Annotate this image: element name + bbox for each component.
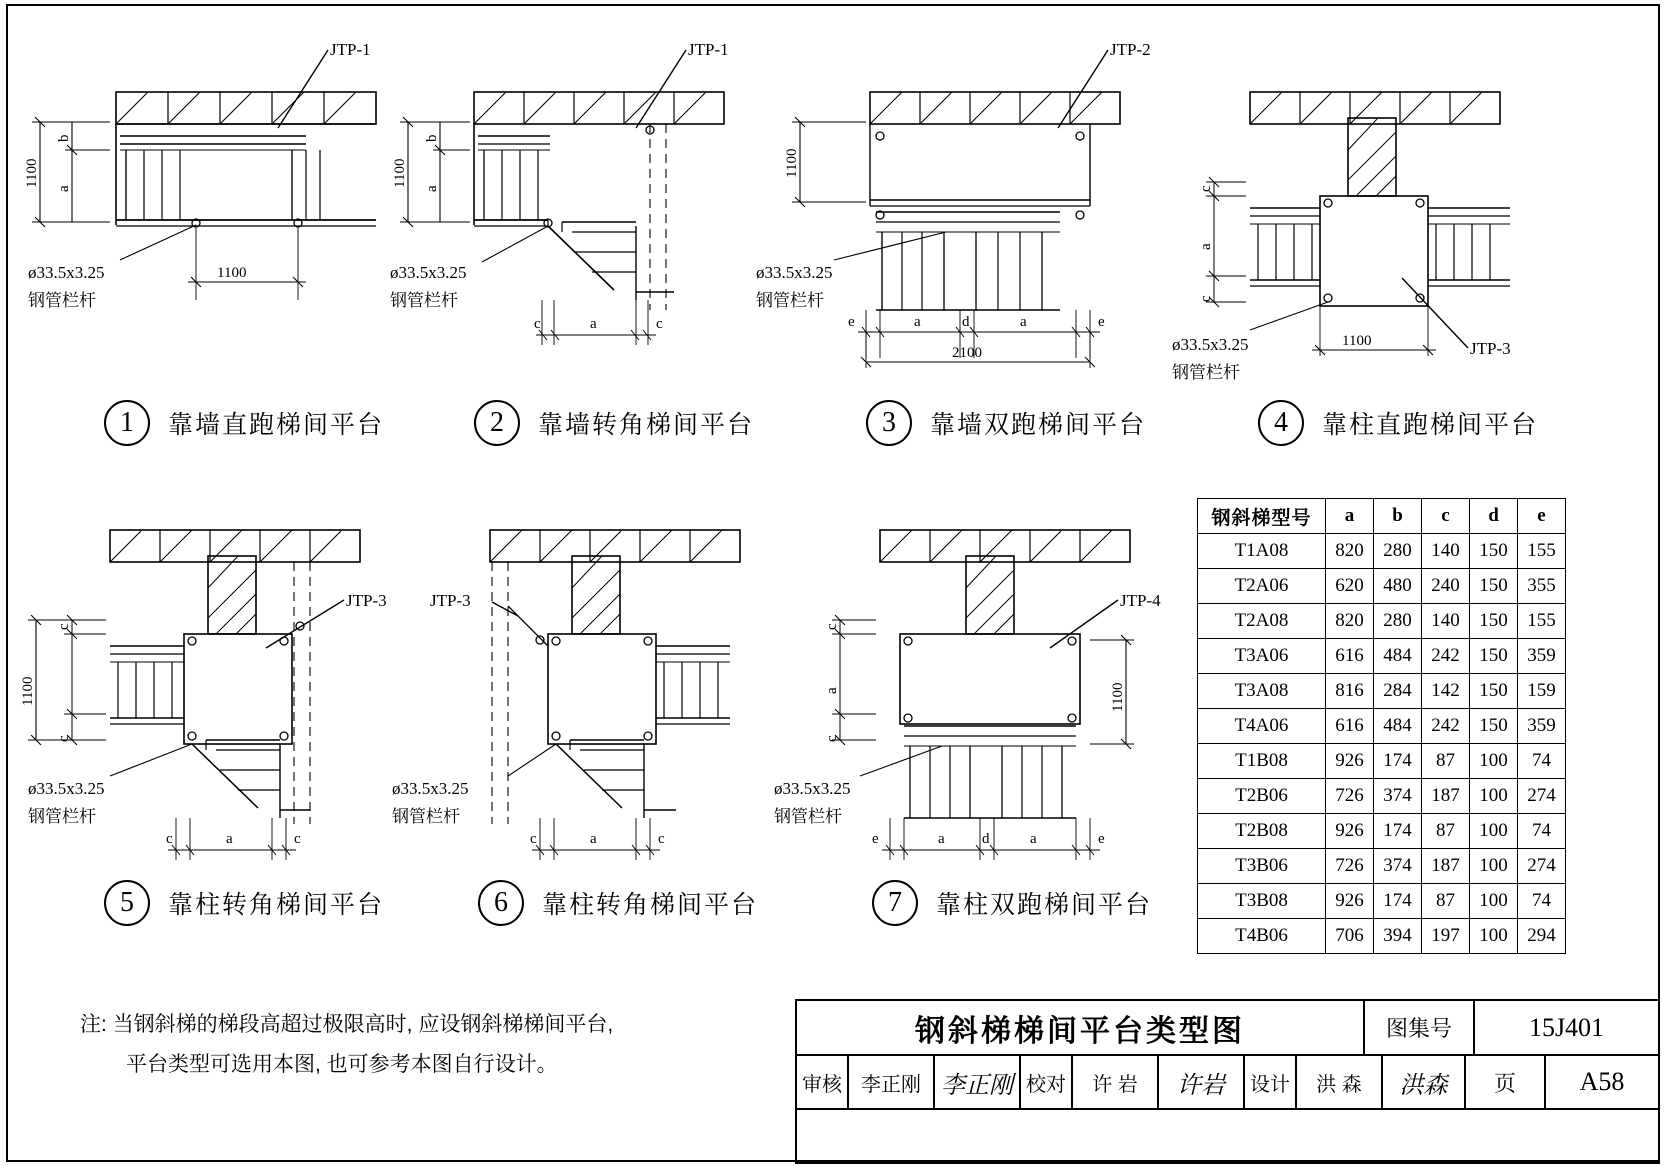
figure-7-mark-c1: c bbox=[824, 623, 840, 630]
cell-model: T2B06 bbox=[1198, 779, 1326, 814]
figure-1-mark-a: a bbox=[56, 185, 72, 192]
figure-1 bbox=[10, 10, 440, 400]
cell-b: 484 bbox=[1374, 639, 1422, 674]
figure-4-railing-label: 钢管栏杆 bbox=[1172, 363, 1240, 382]
title-block bbox=[795, 999, 1660, 1164]
figure-4-mark-a: a bbox=[1198, 243, 1214, 250]
figure-7 bbox=[774, 498, 1210, 888]
figure-4-mark-c2: c bbox=[1198, 295, 1214, 302]
cell-model: T1A08 bbox=[1198, 534, 1326, 569]
figure-3-mark-a2: a bbox=[1020, 314, 1027, 330]
atlas-number-label: 图集号 bbox=[1365, 1001, 1475, 1054]
figure-4-mark-c1: c bbox=[1198, 185, 1214, 192]
figure-1-railing-label: 钢管栏杆 bbox=[28, 291, 96, 310]
atlas-number-value: 15J401 bbox=[1528, 1012, 1605, 1042]
page-label: 页 bbox=[1466, 1056, 1546, 1108]
design-signature: 洪森 bbox=[1383, 1056, 1466, 1108]
table-header-a: a bbox=[1326, 499, 1374, 534]
cell-d: 150 bbox=[1470, 604, 1518, 639]
figure-4-title: 靠柱直跑梯间平台 bbox=[1322, 411, 1539, 439]
note-text-2: 平台类型可选用本图, 也可参考本图自行设计。 bbox=[126, 1053, 558, 1076]
figure-7-railing-spec: ø33.5x3.25 bbox=[774, 779, 851, 798]
table-header-e: e bbox=[1518, 499, 1566, 534]
cell-e: 274 bbox=[1518, 849, 1566, 884]
figure-5-mark-c4: c bbox=[294, 831, 301, 847]
title-block-row-1 bbox=[797, 1001, 1658, 1056]
figure-7-mark-e2: e bbox=[1098, 831, 1105, 847]
cell-c: 242 bbox=[1422, 639, 1470, 674]
figure-2-title: 靠墙转角梯间平台 bbox=[538, 411, 755, 439]
cell-model: T1B08 bbox=[1198, 744, 1326, 779]
figure-5-mark-c1: c bbox=[56, 623, 72, 630]
cell-a: 620 bbox=[1326, 569, 1374, 604]
figure-1-caption-row bbox=[104, 400, 384, 446]
cell-c: 187 bbox=[1422, 849, 1470, 884]
figure-2-number: 2 bbox=[474, 400, 520, 446]
table-row bbox=[1198, 639, 1566, 674]
cell-c: 197 bbox=[1422, 919, 1470, 954]
figure-6-mark-c2: c bbox=[658, 831, 665, 847]
figure-2-railing-label: 钢管栏杆 bbox=[390, 291, 458, 310]
cell-e: 74 bbox=[1518, 814, 1566, 849]
figure-2-mark-c2: c bbox=[656, 316, 663, 332]
figure-4 bbox=[1172, 10, 1650, 400]
cell-a: 926 bbox=[1326, 814, 1374, 849]
table-row bbox=[1198, 884, 1566, 919]
note-block bbox=[80, 1005, 780, 1085]
cell-b: 280 bbox=[1374, 534, 1422, 569]
cell-b: 174 bbox=[1374, 814, 1422, 849]
cell-a: 926 bbox=[1326, 884, 1374, 919]
cell-b: 484 bbox=[1374, 709, 1422, 744]
cell-model: T3B06 bbox=[1198, 849, 1326, 884]
note-label: 注: bbox=[80, 1013, 107, 1036]
cell-model: T4B06 bbox=[1198, 919, 1326, 954]
figure-1-number: 1 bbox=[104, 400, 150, 446]
table-header-model: 钢斜梯型号 bbox=[1198, 499, 1326, 534]
cell-a: 726 bbox=[1326, 779, 1374, 814]
table-header-row bbox=[1198, 499, 1566, 534]
figure-4-width-dim: 1100 bbox=[1342, 333, 1372, 349]
figure-5-railing-spec: ø33.5x3.25 bbox=[28, 779, 105, 798]
cell-d: 150 bbox=[1470, 569, 1518, 604]
note-line-1 bbox=[80, 1005, 780, 1045]
figure-5-caption-row bbox=[104, 880, 384, 926]
check-name: 许 岩 bbox=[1073, 1056, 1159, 1108]
cell-d: 100 bbox=[1470, 919, 1518, 954]
cell-b: 374 bbox=[1374, 779, 1422, 814]
figure-4-caption-row bbox=[1258, 400, 1538, 446]
figure-6-callout: JTP-3 bbox=[430, 591, 471, 610]
table-row bbox=[1198, 674, 1566, 709]
figure-5-mark-c2: c bbox=[56, 735, 72, 742]
figure-6-railing-label: 钢管栏杆 bbox=[392, 807, 460, 826]
cell-a: 820 bbox=[1326, 534, 1374, 569]
figure-4-callout: JTP-3 bbox=[1470, 339, 1511, 358]
figure-6 bbox=[392, 498, 820, 888]
cell-a: 706 bbox=[1326, 919, 1374, 954]
figure-3-width-dim: 2100 bbox=[952, 345, 982, 361]
cell-d: 100 bbox=[1470, 814, 1518, 849]
figure-3 bbox=[756, 10, 1190, 400]
cell-c: 87 bbox=[1422, 744, 1470, 779]
cell-b: 174 bbox=[1374, 744, 1422, 779]
title-block-row-2 bbox=[797, 1056, 1658, 1110]
figure-5 bbox=[10, 498, 440, 888]
cell-c: 140 bbox=[1422, 604, 1470, 639]
table-header-d: d bbox=[1470, 499, 1518, 534]
figure-2-mark-c1: c bbox=[534, 316, 541, 332]
page-value: A58 bbox=[1579, 1067, 1625, 1096]
figure-2-mark-a: a bbox=[424, 185, 440, 192]
cell-model: T3A06 bbox=[1198, 639, 1326, 674]
figure-7-mark-c2: c bbox=[824, 735, 840, 742]
cell-a: 726 bbox=[1326, 849, 1374, 884]
figure-2-caption-row bbox=[474, 400, 754, 446]
cell-e: 159 bbox=[1518, 674, 1566, 709]
figure-3-height-dim: 1100 bbox=[784, 148, 800, 178]
figure-3-title: 靠墙双跑梯间平台 bbox=[930, 411, 1147, 439]
figure-2-mark-a2: a bbox=[590, 316, 597, 332]
figure-4-number: 4 bbox=[1258, 400, 1304, 446]
cell-b: 394 bbox=[1374, 919, 1422, 954]
cell-e: 155 bbox=[1518, 604, 1566, 639]
figure-6-caption-row bbox=[478, 880, 758, 926]
cell-c: 87 bbox=[1422, 814, 1470, 849]
cell-c: 242 bbox=[1422, 709, 1470, 744]
table-header-c: c bbox=[1422, 499, 1470, 534]
cell-b: 174 bbox=[1374, 884, 1422, 919]
figure-2 bbox=[378, 10, 798, 400]
table-header-b: b bbox=[1374, 499, 1422, 534]
figure-1-title: 靠墙直跑梯间平台 bbox=[168, 411, 385, 439]
figure-6-title: 靠柱转角梯间平台 bbox=[542, 891, 759, 919]
figure-5-mark-a: a bbox=[226, 831, 233, 847]
cell-e: 294 bbox=[1518, 919, 1566, 954]
figure-4-railing-spec: ø33.5x3.25 bbox=[1172, 335, 1249, 354]
note-text-1: 当钢斜梯的梯段高超过极限高时, 应设钢斜梯梯间平台, bbox=[112, 1013, 614, 1036]
figure-5-mark-c3: c bbox=[166, 831, 173, 847]
figure-6-number: 6 bbox=[478, 880, 524, 926]
figure-3-mark-e1: e bbox=[848, 314, 855, 330]
figure-3-caption-row bbox=[866, 400, 1146, 446]
cell-b: 480 bbox=[1374, 569, 1422, 604]
cell-c: 140 bbox=[1422, 534, 1470, 569]
table-row bbox=[1198, 744, 1566, 779]
cell-b: 280 bbox=[1374, 604, 1422, 639]
check-signature: 许岩 bbox=[1159, 1056, 1245, 1108]
cell-c: 187 bbox=[1422, 779, 1470, 814]
cell-model: T3B08 bbox=[1198, 884, 1326, 919]
cell-e: 74 bbox=[1518, 744, 1566, 779]
figure-5-callout: JTP-3 bbox=[346, 591, 387, 610]
check-label: 校对 bbox=[1021, 1056, 1073, 1108]
cell-a: 816 bbox=[1326, 674, 1374, 709]
figure-7-callout: JTP-4 bbox=[1120, 591, 1161, 610]
figure-7-number: 7 bbox=[872, 880, 918, 926]
table-row bbox=[1198, 919, 1566, 954]
table-row bbox=[1198, 604, 1566, 639]
figure-1-height-dim: 1100 bbox=[24, 158, 40, 188]
review-name: 李正刚 bbox=[849, 1056, 935, 1108]
cell-model: T2B08 bbox=[1198, 814, 1326, 849]
figure-7-height-dim: 1100 bbox=[1110, 682, 1126, 712]
cell-b: 374 bbox=[1374, 849, 1422, 884]
figure-7-mark-a: a bbox=[824, 687, 840, 694]
figure-5-railing-label: 钢管栏杆 bbox=[28, 807, 96, 826]
cell-d: 150 bbox=[1470, 674, 1518, 709]
figure-7-mark-d: d bbox=[982, 831, 990, 847]
figure-3-mark-d: d bbox=[962, 314, 970, 330]
figure-3-callout: JTP-2 bbox=[1110, 40, 1151, 59]
cell-e: 359 bbox=[1518, 639, 1566, 674]
cell-b: 284 bbox=[1374, 674, 1422, 709]
cell-c: 87 bbox=[1422, 884, 1470, 919]
figure-7-mark-e1: e bbox=[872, 831, 879, 847]
figure-1-mark-b: b bbox=[56, 134, 72, 142]
figure-3-railing-spec: ø33.5x3.25 bbox=[756, 263, 833, 282]
figure-3-mark-a1: a bbox=[914, 314, 921, 330]
cell-c: 142 bbox=[1422, 674, 1470, 709]
cell-d: 100 bbox=[1470, 744, 1518, 779]
design-name: 洪 森 bbox=[1297, 1056, 1383, 1108]
cell-d: 100 bbox=[1470, 884, 1518, 919]
spec-table-wrapper bbox=[1197, 498, 1566, 954]
cell-e: 74 bbox=[1518, 884, 1566, 919]
figure-7-railing-label: 钢管栏杆 bbox=[774, 807, 842, 826]
table-row bbox=[1198, 569, 1566, 604]
review-signature: 李正刚 bbox=[935, 1056, 1021, 1108]
figure-3-number: 3 bbox=[866, 400, 912, 446]
cell-d: 150 bbox=[1470, 534, 1518, 569]
figure-1-width-dim: 1100 bbox=[217, 265, 247, 281]
figure-2-height-dim: 1100 bbox=[392, 158, 408, 188]
table-row bbox=[1198, 709, 1566, 744]
table-row bbox=[1198, 779, 1566, 814]
cell-model: T2A08 bbox=[1198, 604, 1326, 639]
cell-a: 616 bbox=[1326, 639, 1374, 674]
cell-c: 240 bbox=[1422, 569, 1470, 604]
table-row bbox=[1198, 814, 1566, 849]
design-label: 设计 bbox=[1245, 1056, 1297, 1108]
cell-a: 820 bbox=[1326, 604, 1374, 639]
cell-model: T4A06 bbox=[1198, 709, 1326, 744]
figure-2-mark-b: b bbox=[424, 134, 440, 142]
cell-e: 274 bbox=[1518, 779, 1566, 814]
table-row bbox=[1198, 534, 1566, 569]
cell-d: 150 bbox=[1470, 639, 1518, 674]
cell-d: 150 bbox=[1470, 709, 1518, 744]
cell-model: T2A06 bbox=[1198, 569, 1326, 604]
cell-model: T3A08 bbox=[1198, 674, 1326, 709]
figure-5-number: 5 bbox=[104, 880, 150, 926]
figure-1-railing-spec: ø33.5x3.25 bbox=[28, 263, 105, 282]
cell-e: 359 bbox=[1518, 709, 1566, 744]
figure-7-mark-a1: a bbox=[938, 831, 945, 847]
figure-7-title: 靠柱双跑梯间平台 bbox=[936, 891, 1153, 919]
cell-a: 926 bbox=[1326, 744, 1374, 779]
figure-3-mark-e2: e bbox=[1098, 314, 1105, 330]
drawing-title: 钢斜梯梯间平台类型图 bbox=[797, 1001, 1365, 1054]
cell-a: 616 bbox=[1326, 709, 1374, 744]
figure-5-height-dim: 1100 bbox=[20, 676, 36, 706]
review-label: 审核 bbox=[797, 1056, 849, 1108]
spec-table bbox=[1197, 498, 1566, 954]
figure-2-callout: JTP-1 bbox=[688, 40, 729, 59]
cell-d: 100 bbox=[1470, 779, 1518, 814]
figure-6-mark-c1: c bbox=[530, 831, 537, 847]
figure-6-railing-spec: ø33.5x3.25 bbox=[392, 779, 469, 798]
figure-5-title: 靠柱转角梯间平台 bbox=[168, 891, 385, 919]
cell-d: 100 bbox=[1470, 849, 1518, 884]
figure-7-mark-a2: a bbox=[1030, 831, 1037, 847]
cell-e: 155 bbox=[1518, 534, 1566, 569]
table-row bbox=[1198, 849, 1566, 884]
figure-2-railing-spec: ø33.5x3.25 bbox=[390, 263, 467, 282]
figure-6-mark-a: a bbox=[590, 831, 597, 847]
figure-3-railing-label: 钢管栏杆 bbox=[756, 291, 824, 310]
figure-7-caption-row bbox=[872, 880, 1152, 926]
figure-1-callout: JTP-1 bbox=[330, 40, 371, 59]
cell-e: 355 bbox=[1518, 569, 1566, 604]
